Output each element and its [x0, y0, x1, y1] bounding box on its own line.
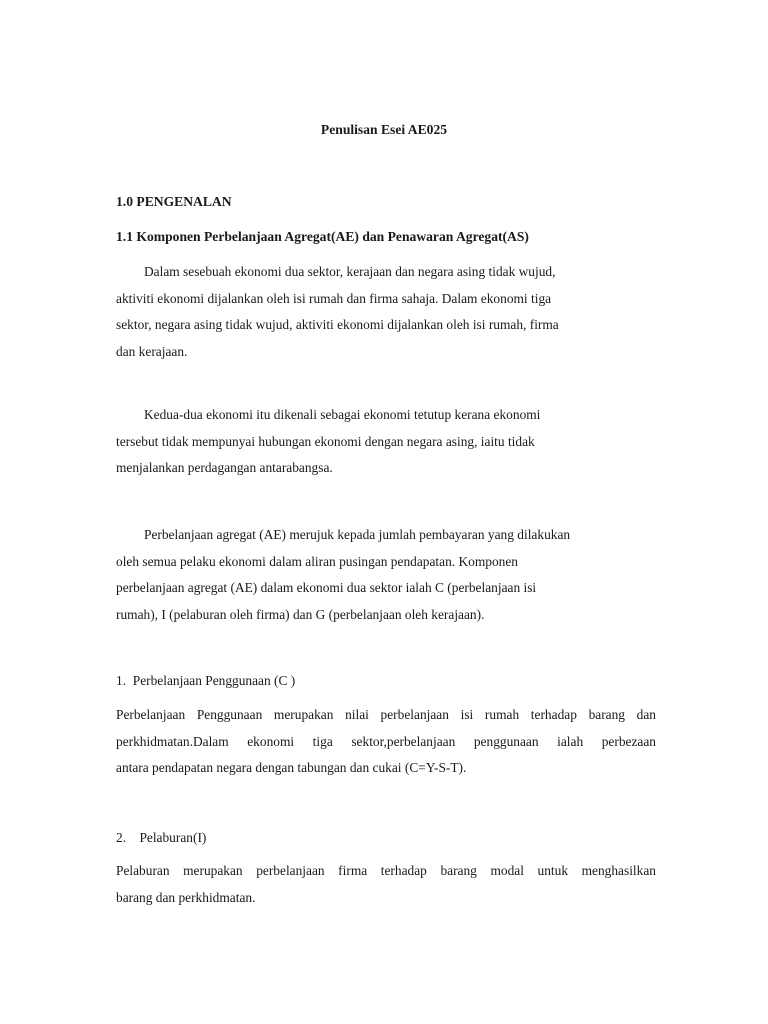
subsection-heading: 1.1 Komponen Perbelanjaan Agregat(AE) dan Penawaran Agregat(AS) — [116, 229, 529, 244]
list-item-label: Perbelanjaan Penggunaan (C ) — [132, 673, 296, 688]
paragraph-line: Pelaburan merupakan perbelanjaan firma terhadap barang modal untuk menghasilkan — [116, 863, 656, 878]
list-item-1-body — [116, 702, 656, 782]
list-item-label: Pelaburan(I) — [139, 830, 207, 845]
paragraph-line: aktiviti ekonomi dijalankan oleh isi rumah dan firma sahaja. Dalam ekonomi tiga — [116, 290, 552, 306]
paragraph-line: Perbelanjaan agregat (AE) merujuk kepada jumlah pembayaran yang dilakukan — [144, 527, 571, 542]
paragraph-2 — [116, 402, 656, 482]
paragraph-line: perbelanjaan agregat (AE) dalam ekonomi dua sektor ialah C (perbelanjaan isi — [116, 580, 537, 595]
paragraph-line: oleh semua pelaku ekonomi dalam aliran pusingan pendapatan. Komponen — [116, 553, 518, 569]
list-item-number: 2. — [116, 830, 127, 845]
paragraph-line: menjalankan perdagangan antarabangsa. — [116, 460, 333, 475]
paragraph-3 — [116, 522, 656, 628]
paragraph-line: rumah), I (pelaburan oleh firma) dan G (perbelanjaan oleh kerajaan). — [116, 606, 485, 622]
paragraph-line: dan kerajaan. — [116, 343, 188, 359]
list-item-2-heading — [116, 829, 206, 847]
paragraph-line: Kedua-dua ekonomi itu dikenali sebagai ekonomi tetutup kerana ekonomi — [144, 407, 541, 422]
document-title: Penulisan Esei AE025 — [320, 122, 448, 137]
paragraph-line: sektor, negara asing tidak wujud, aktiviti ekonomi dijalankan oleh isi rumah, firma — [116, 317, 559, 332]
list-item-number: 1. — [116, 673, 127, 688]
paragraph-line: perkhidmatan.Dalam ekonomi tiga sektor,perbelanjaan penggunaan ialah perbezaan — [116, 733, 656, 749]
list-item-2-body — [116, 858, 656, 911]
paragraph-line: barang dan perkhidmatan. — [116, 889, 256, 905]
paragraph-line: tersebut tidak mempunyai hubungan ekonomi dengan negara asing, iaitu tidak — [116, 433, 535, 449]
list-item-1-heading — [116, 672, 295, 690]
paragraph-1 — [116, 259, 656, 365]
paragraph-line: antara pendapatan negara dengan tabungan dan cukai (C=Y-S-T). — [116, 760, 467, 775]
section-heading: 1.0 PENGENALAN — [116, 194, 232, 209]
paragraph-line: Dalam sesebuah ekonomi dua sektor, kerajaan dan negara asing tidak wujud, — [144, 264, 556, 279]
paragraph-line: Perbelanjaan Penggunaan merupakan nilai perbelanjaan isi rumah terhadap barang dan — [116, 707, 656, 722]
